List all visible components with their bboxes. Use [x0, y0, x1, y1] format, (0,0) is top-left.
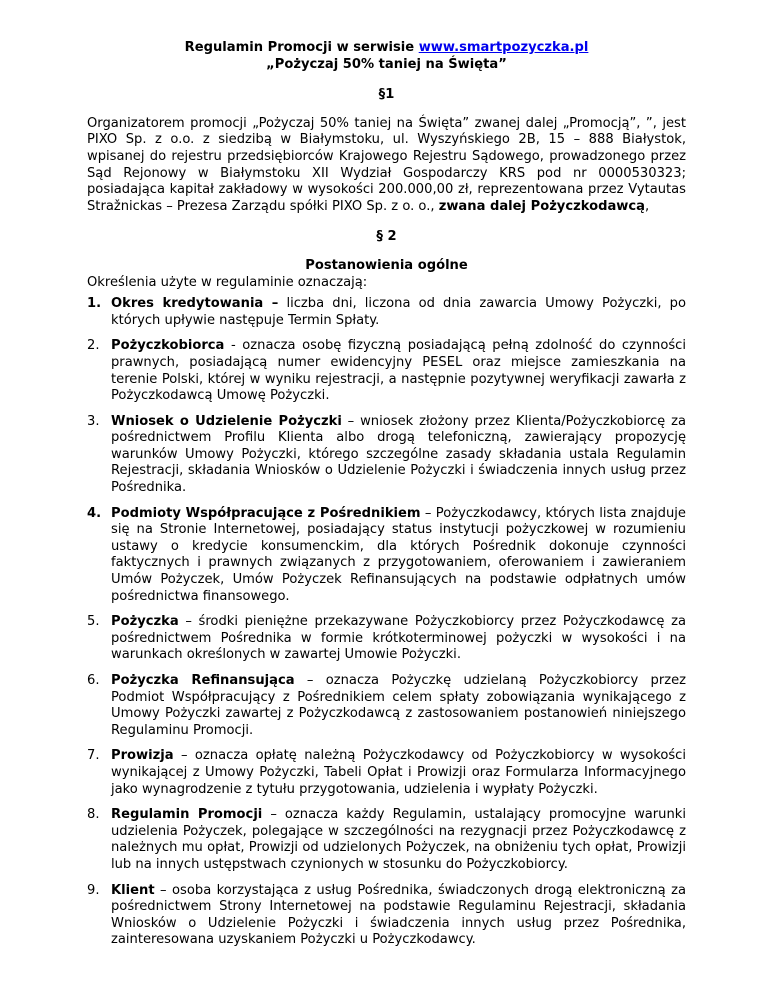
section-2-subheading: Postanowienia ogólne — [305, 257, 468, 273]
item-number: 1. — [87, 296, 102, 312]
item-number: 4. — [87, 505, 102, 521]
definition-term: Pożyczka Refinansująca — [111, 673, 295, 688]
definition-desc: – Pożyczkodawcy, których lista znajduje się na Stronie Internetowej, posiadający status instytucji pożyczkowej w rozumieniu ustawy o kredycie konsumenckim, dla których Pośrednik dokonuje czynności faktycznych i prawnych związanych z przygotowaniem, oferowaniem i zawieraniem Umów Pożyczek, Umów Pożyczek Refinansujących na podstawie odpłatnych umów pośrednictwa finansowego. — [111, 505, 686, 604]
definition-term: Prowizja — [111, 748, 174, 764]
item-number: 9. — [87, 882, 100, 898]
definition-item — [87, 673, 686, 739]
item-number: 7. — [87, 748, 100, 764]
definition-desc: liczba dni, liczona od dnia zawarcia Umowy Pożyczki, po których upływie następuje Termin Spłaty. — [111, 296, 687, 328]
document-title — [87, 40, 686, 73]
item-number: 2. — [87, 338, 100, 354]
definition-item — [87, 296, 686, 329]
definition-item — [87, 807, 686, 873]
definition-item — [87, 748, 686, 798]
definition-term: Pożyczka — [111, 614, 179, 630]
definition-desc: – oznacza Pożyczkę udzielaną Pożyczkobiorcy przez Podmiot Współpracujący z Pośrednikiem celem spłaty zobowiązania wynikającego z Umowy Pożyczki zawartej z Pożyczkodawcą z zastosowaniem postanowień niniejszego Regulaminu Promocji. — [111, 673, 687, 738]
section-2-heading: § 2 — [376, 229, 397, 245]
definition-item — [87, 414, 686, 497]
definition-term: Okres kredytowania – — [111, 296, 279, 312]
section-1-bold-text: zwana dalej Pożyczkodawcą — [438, 198, 645, 214]
title-prefix: Regulamin Promocji w serwisie — [184, 40, 419, 55]
item-number: 8. — [87, 807, 100, 823]
definition-term: Wniosek o Udzielenie Pożyczki — [111, 413, 342, 429]
section-1-text-end: , — [644, 198, 650, 214]
definition-item — [87, 506, 686, 606]
section-1-text: Organizatorem promocji „Pożyczaj 50% taniej na Święta” zwanej dalej „Promocją”, ”, jest PIXO Sp. z o.o. z siedzibą w Białymstoku, ul. Wyszyńskiego 2B, 15 – 888 Białystok, wpisanej do rejestru przedsiębiorców Krajowego Rejestru Sądowego, prowadzonego przez Sąd Rejonowy w Białymstoku XII Wydział Gospodarczy KRS pod nr 0000530323; posiadająca kapitał zakładowy w wysokości 200.000,00 zł, reprezentowana przez Vytautas Stražnickas – Prezesa Zarządu spółki PIXO Sp. z o. o., — [87, 115, 686, 214]
definition-desc: – oznacza opłatę należną Pożyczkodawcy od Pożyczkobiorcy w wysokości wynikającej z Umowy Pożyczki, Tabeli Opłat i Prowizji oraz Formularza Informacyjnego jako wynagrodzenie z tytułu przygotowania, udzielenia i wypłaty Pożyczki. — [111, 748, 686, 797]
definition-item — [87, 338, 686, 404]
promotion-name: „Pożyczaj 50% taniej na Święta” — [266, 56, 507, 72]
website-link[interactable]: www.smartpozyczka.pl — [418, 40, 589, 55]
title-line — [87, 40, 686, 57]
definition-desc: – oznacza każdy Regulamin, ustalający promocyjne warunki udzielenia Pożyczek, polegające w szczególności na rezygnacji przez Pożyczkodawcę z należnych mu opłat, Prowizji od udzielonych Pożyczek, na obniżeniu tych opłat, Prowizji lub na innych ustępstwach czynionych w stosunku do Pożyczkobiorcy. — [111, 807, 686, 872]
definition-term: Pożyczkobiorca — [111, 338, 225, 354]
definition-term: Podmioty Współpracujące z Pośrednikiem — [111, 505, 421, 521]
definition-desc: – wniosek złożony przez Klienta/Pożyczkobiorcę za pośrednictwem Profilu Klienta albo drogą telefoniczną, zawierający propozycję warunków Umowy Pożyczki, którego szczególne zasady składania ustala Regulamin Rejestracji, składania Wniosków o Udzielenie Pożyczki i świadczenia innych usług przez Pośrednika. — [111, 413, 686, 496]
section-2-intro: Określenia użyte w regulaminie oznaczają: — [87, 274, 368, 290]
definitions-list — [87, 296, 686, 949]
item-number: 5. — [87, 614, 100, 630]
item-number: 6. — [87, 673, 100, 688]
section-1-paragraph — [87, 116, 686, 216]
section-1-heading: §1 — [378, 87, 395, 103]
definition-desc: – osoba korzystająca z usług Pośrednika, świadczonych drogą elektroniczną za pośrednictwem Strony Internetowej na podstawie Regulaminu Rejestracji, składania Wniosków o Udzielenie Pożyczki i świadczenia innych usług przez Pośrednika, zainteresowana uzyskaniem Pożyczki u Pożyczkodawcy. — [111, 882, 686, 948]
definition-desc: – środki pieniężne przekazywane Pożyczkobiorcy przez Pożyczkodawcę za pośrednictwem Pośrednika w formie krótkoterminowej pożyczki w wysokości i na warunkach określonych w zawartej Umowie Pożyczki. — [111, 614, 686, 663]
definition-term: Klient — [111, 882, 155, 898]
definition-item — [87, 883, 686, 949]
item-number: 3. — [87, 413, 100, 429]
definition-desc: - oznacza osobę fizyczną posiadającą pełną zdolność do czynności prawnych, posiadającą numer ewidencyjny PESEL oraz miejsce zamieszkania na terenie Polski, której w wyniku rejestracji, a następnie pozytywnej weryfikacji zawarła z Pożyczkodawcą Umowę Pożyczki. — [111, 338, 686, 404]
definition-item — [87, 614, 686, 664]
definition-term: Regulamin Promocji — [111, 807, 263, 823]
